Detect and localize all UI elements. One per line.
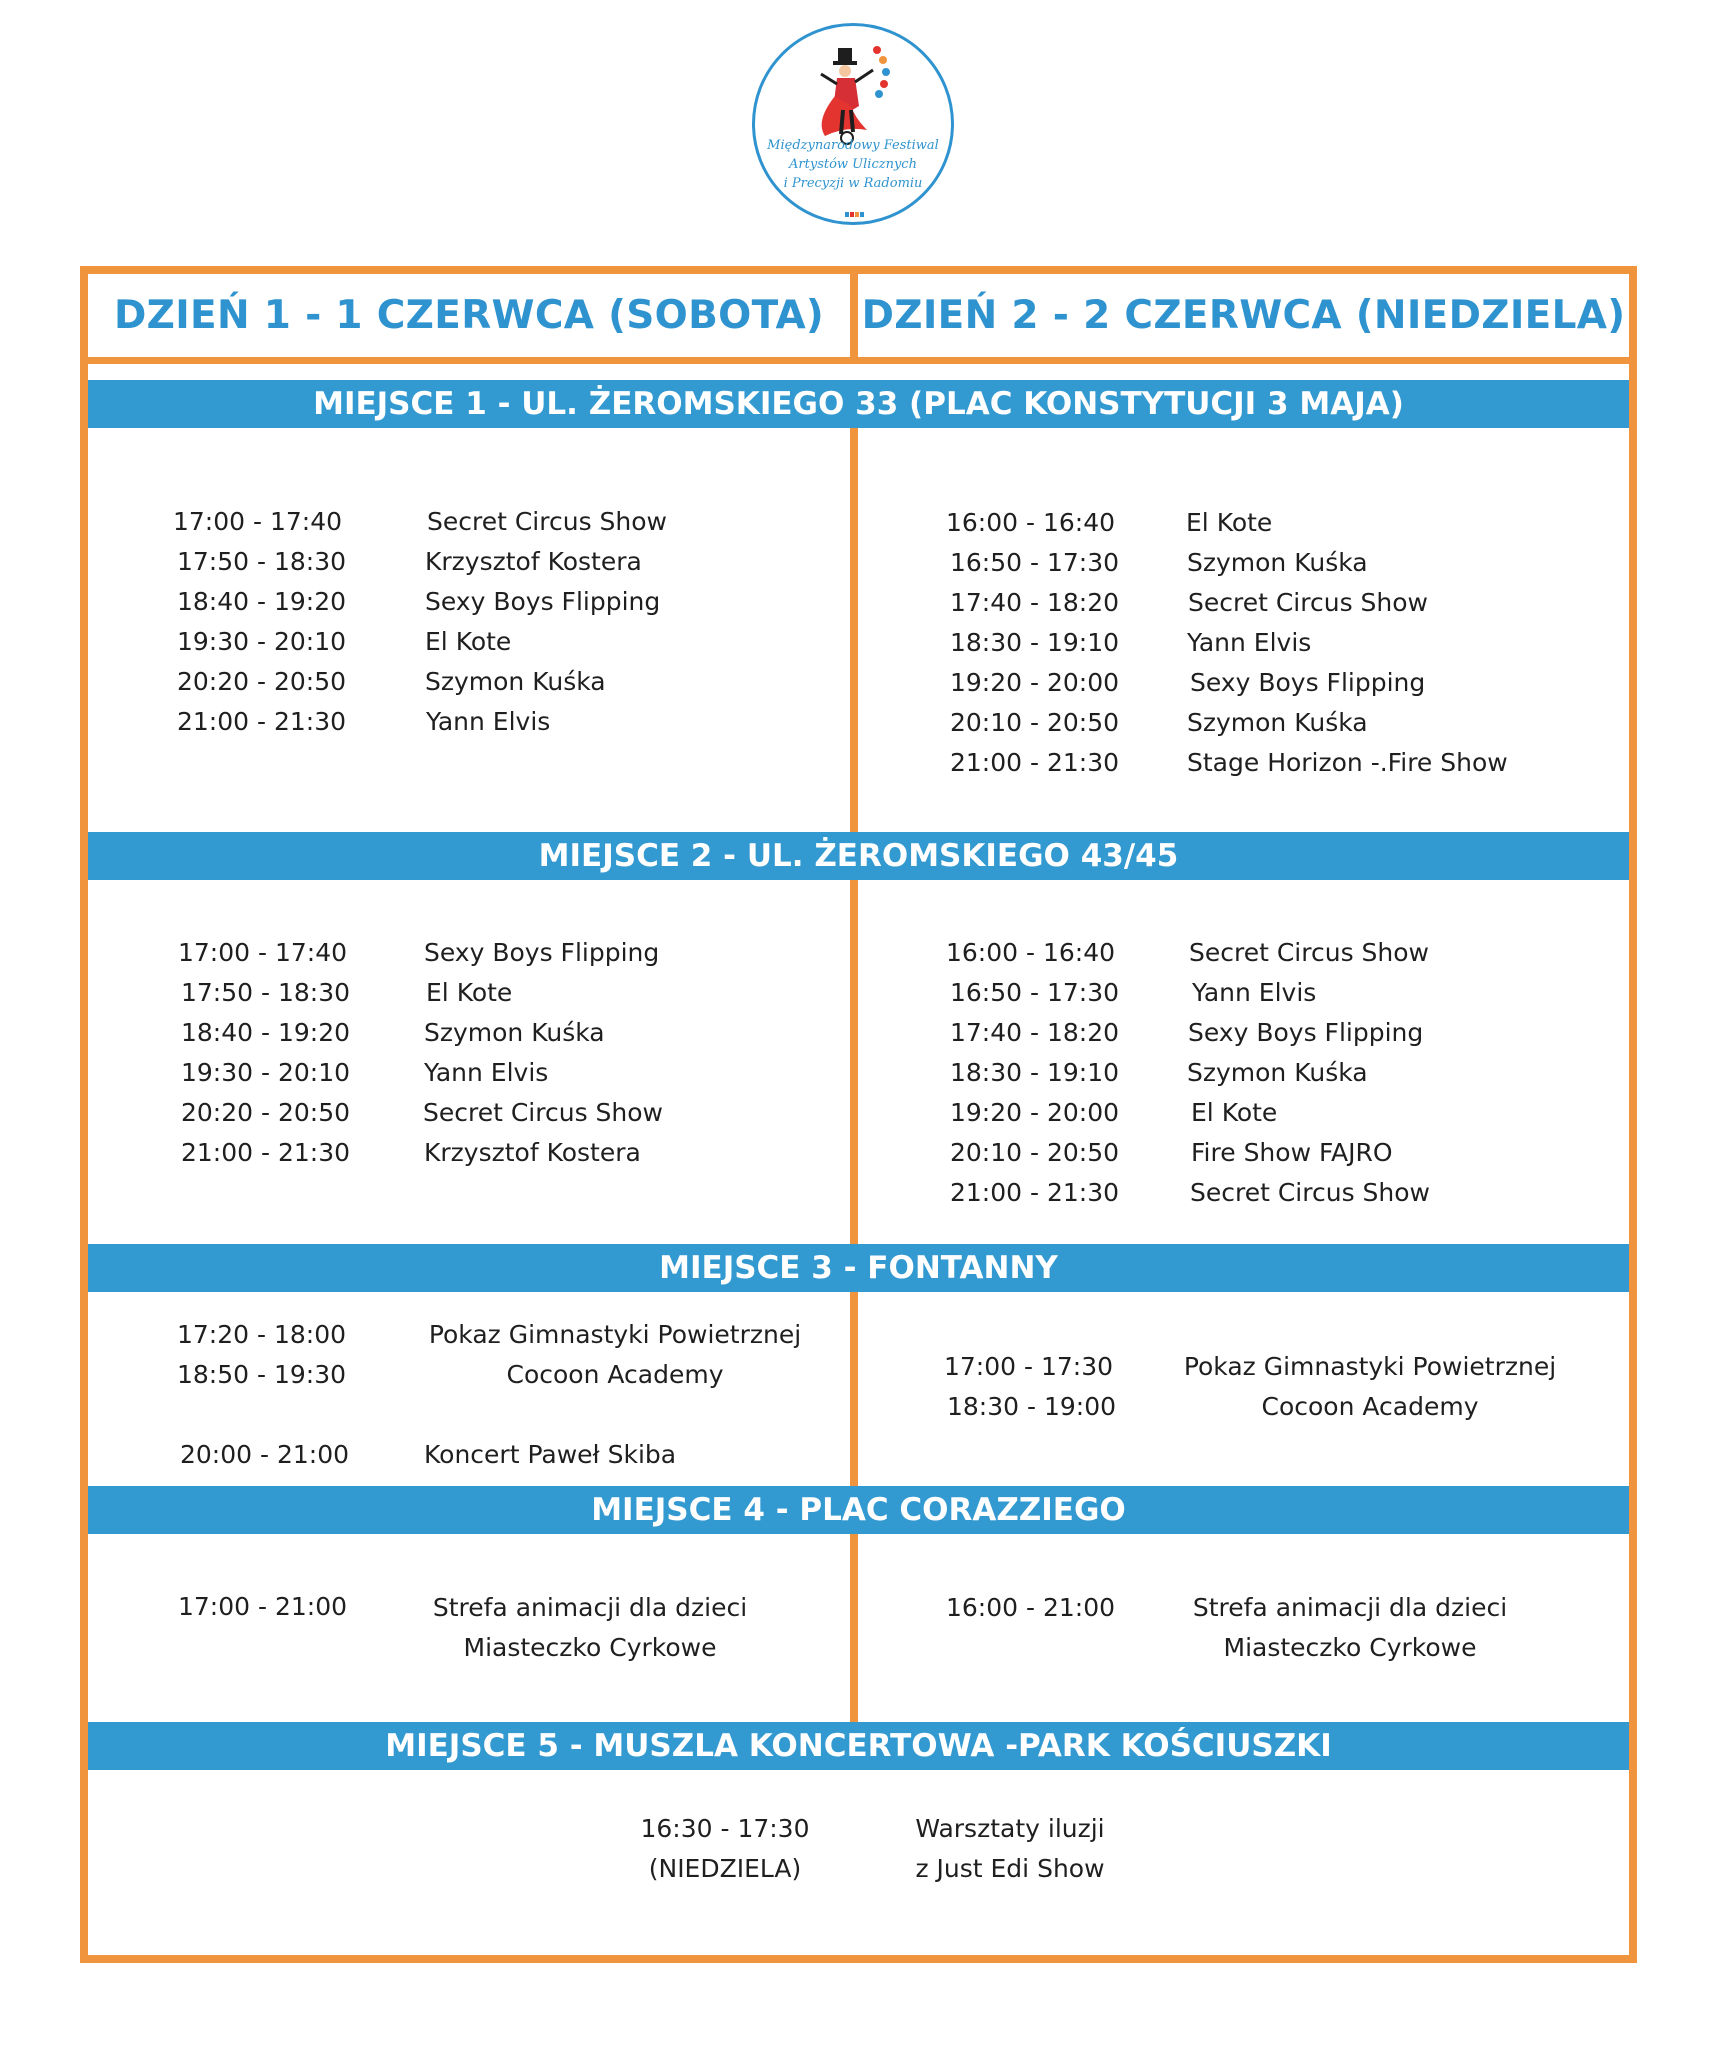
performer-name: z Just Edi Show [915,1854,1105,1883]
performer-name: Strefa animacji dla dzieci [1192,1593,1508,1622]
day-note: (NIEDZIELA) [648,1854,802,1883]
column-divider [850,880,858,1244]
column-divider [850,274,858,357]
logo-festival-name: Międzynarodowy Festiwal Artystów Ulicznych i Precyzji w Radomiu [767,138,939,191]
venue-3-title: MIEJSCE 3 - FONTANNY [88,1244,1629,1292]
performer-name: Miasteczko Cyrkowe [463,1633,717,1662]
column-divider [850,427,858,832]
festival-logo [752,23,954,225]
venue-5-title: MIEJSCE 5 - MUSZLA KONCERTOWA -PARK KOŚCIUSZKI [88,1722,1629,1770]
column-divider [850,1534,858,1722]
venue-2-title: MIEJSCE 2 - UL. ŻEROMSKIEGO 43/45 [88,832,1629,880]
time-label: 16:30 - 17:30 [640,1814,810,1843]
venue-1-title: MIEJSCE 1 - UL. ŻEROMSKIEGO 33 (PLAC KONSTYTUCJI 3 MAJA) [88,380,1629,428]
performer-name: Miasteczko Cyrkowe [1223,1633,1477,1662]
day-2-title: DZIEŃ 2 - 2 CZERWCA (NIEDZIELA) [861,293,1626,338]
performer-name: Pokaz Gimnastyki Powietrznej [428,1320,802,1349]
performer-name: Warsztaty iluzji [915,1814,1105,1843]
performer-name: Cocoon Academy [506,1360,724,1389]
column-divider [850,1292,858,1486]
day-1-title: DZIEŃ 1 - 1 CZERWCA (SOBOTA) [113,293,825,338]
venue-4-title: MIEJSCE 4 - PLAC CORAZZIEGO [88,1486,1629,1534]
performer-name: Strefa animacji dla dzieci [432,1593,748,1622]
performer-name: Cocoon Academy [1261,1392,1479,1421]
performer-name: Pokaz Gimnastyki Powietrznej [1183,1352,1557,1381]
header-divider [88,357,1629,364]
